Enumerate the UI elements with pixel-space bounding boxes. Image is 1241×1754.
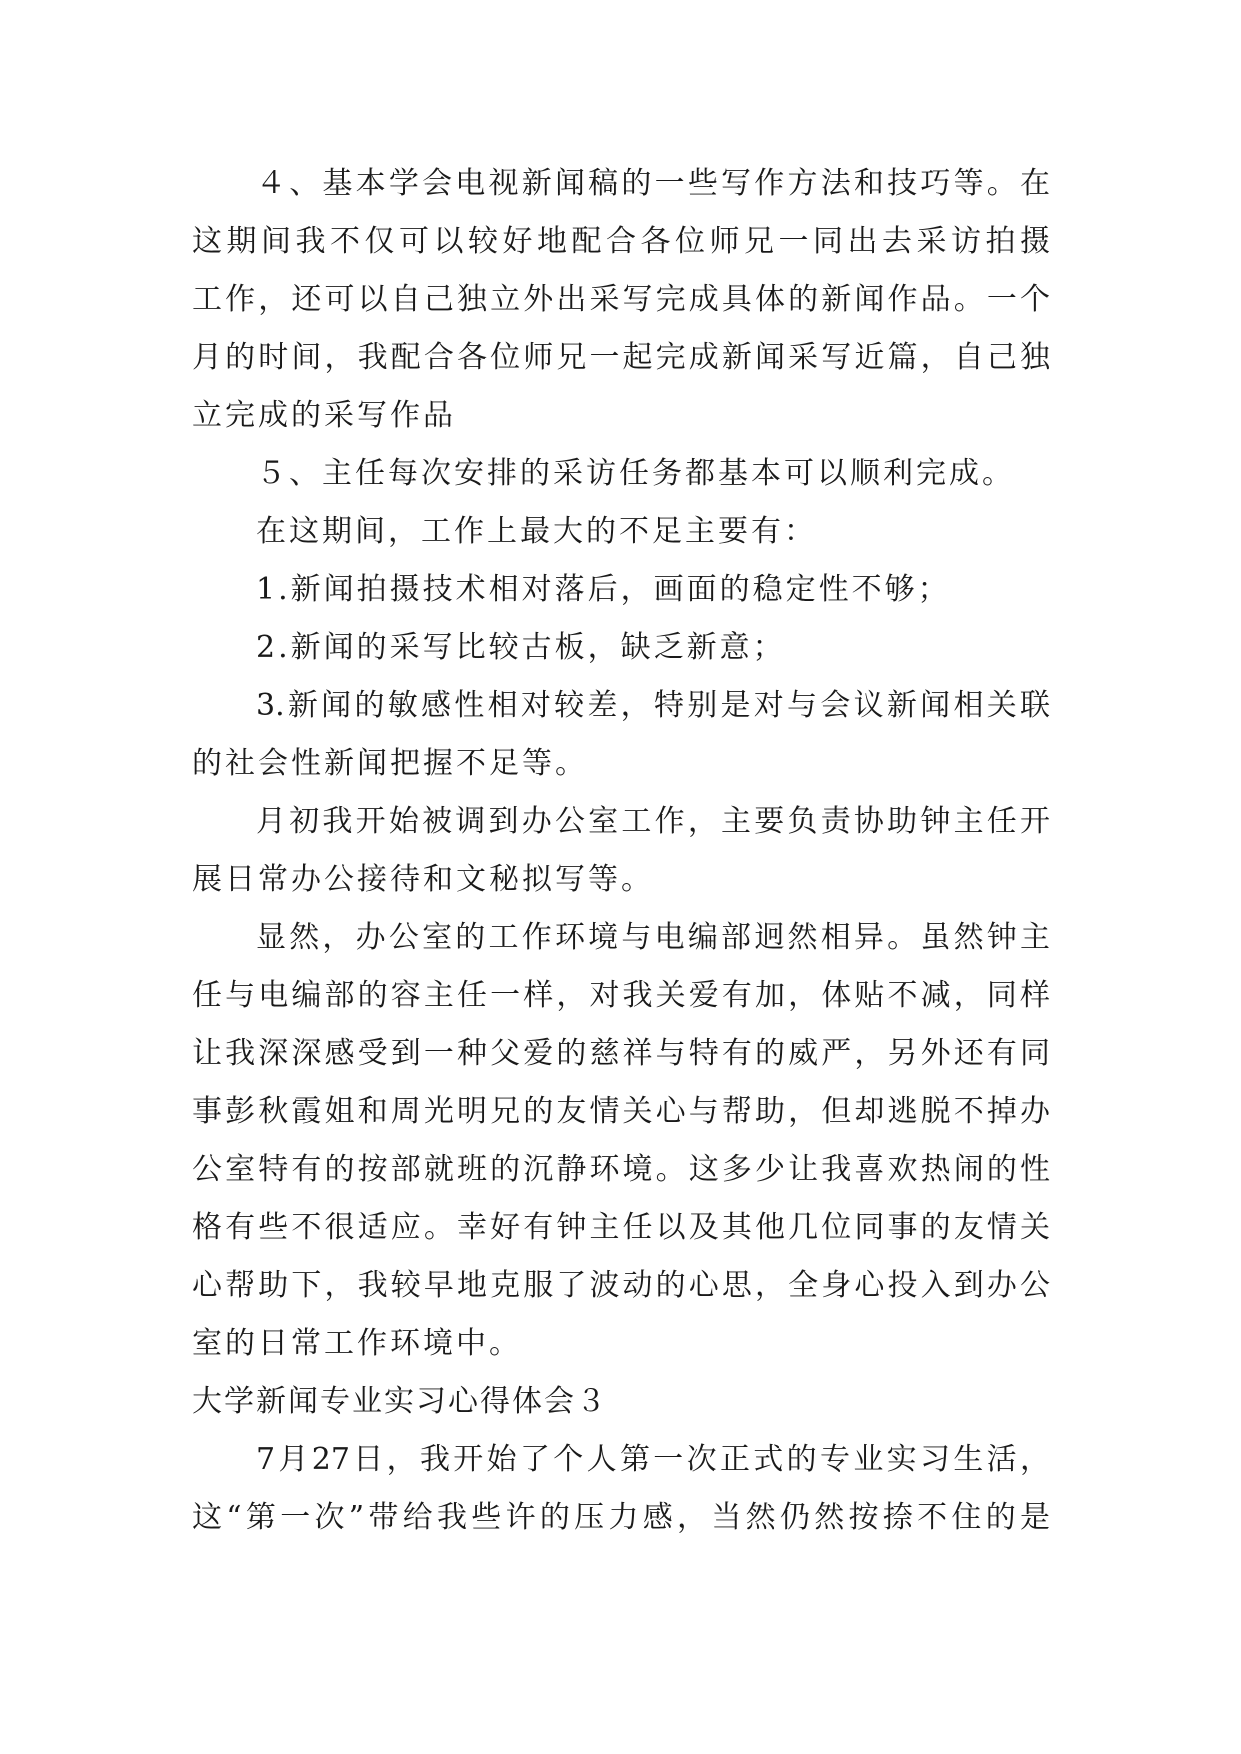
section-heading: 大学新闻专业实习心得体会３ xyxy=(192,1384,608,1419)
paragraph-line: 工作，还可以自己独立外出采写完成具体的新闻作品。一个 xyxy=(192,282,1050,317)
paragraph-line: 显然，办公室的工作环境与电编部迥然相异。虽然钟主 xyxy=(256,920,1050,955)
paragraph-line: 月初我开始被调到办公室工作，主要负责协助钟主任开 xyxy=(256,804,1050,839)
paragraph-line: 在这期间，工作上最大的不足主要有： xyxy=(256,514,817,549)
paragraph-line: 让我深深感受到一种父爱的慈祥与特有的威严，另外还有同 xyxy=(192,1036,1050,1071)
paragraph-line: ５、主任每次安排的采访任务都基本可以顺利完成。 xyxy=(256,456,1015,491)
paragraph-line: 心帮助下，我较早地克服了波动的心思，全身心投入到办公 xyxy=(192,1268,1050,1303)
paragraph-line: 这“第一次”带给我些许的压力感，当然仍然按捺不住的是 xyxy=(192,1500,1050,1535)
paragraph-line: 立完成的采写作品 xyxy=(192,398,456,433)
paragraph-line: 月的时间，我配合各位师兄一起完成新闻采写近篇，自己独 xyxy=(192,340,1050,375)
paragraph-line: 格有些不很适应。幸好有钟主任以及其他几位同事的友情关 xyxy=(192,1210,1050,1245)
list-item: 2.新闻的采写比较古板，缺乏新意； xyxy=(256,630,786,665)
list-item: 3.新闻的敏感性相对较差，特别是对与会议新闻相关联 xyxy=(256,688,1050,723)
paragraph-line: 展日常办公接待和文秘拟写等。 xyxy=(192,862,654,897)
paragraph-line: ４、基本学会电视新闻稿的一些写作方法和技巧等。在 xyxy=(256,166,1050,201)
list-item: 1.新闻拍摄技术相对落后，画面的稳定性不够； xyxy=(256,572,951,607)
paragraph-line: 7月27日，我开始了个人第一次正式的专业实习生活， xyxy=(256,1442,1050,1477)
paragraph-line: 公室特有的按部就班的沉静环境。这多少让我喜欢热闹的性 xyxy=(192,1152,1050,1187)
paragraph-line: 任与电编部的容主任一样，对我关爱有加，体贴不减，同样 xyxy=(192,978,1050,1013)
paragraph-line: 室的日常工作环境中。 xyxy=(192,1326,522,1361)
paragraph-line: 的社会性新闻把握不足等。 xyxy=(192,746,588,781)
paragraph-line: 事彭秋霞姐和周光明兄的友情关心与帮助，但却逃脱不掉办 xyxy=(192,1094,1050,1129)
paragraph-line: 这期间我不仅可以较好地配合各位师兄一同出去采访拍摄 xyxy=(192,224,1050,259)
